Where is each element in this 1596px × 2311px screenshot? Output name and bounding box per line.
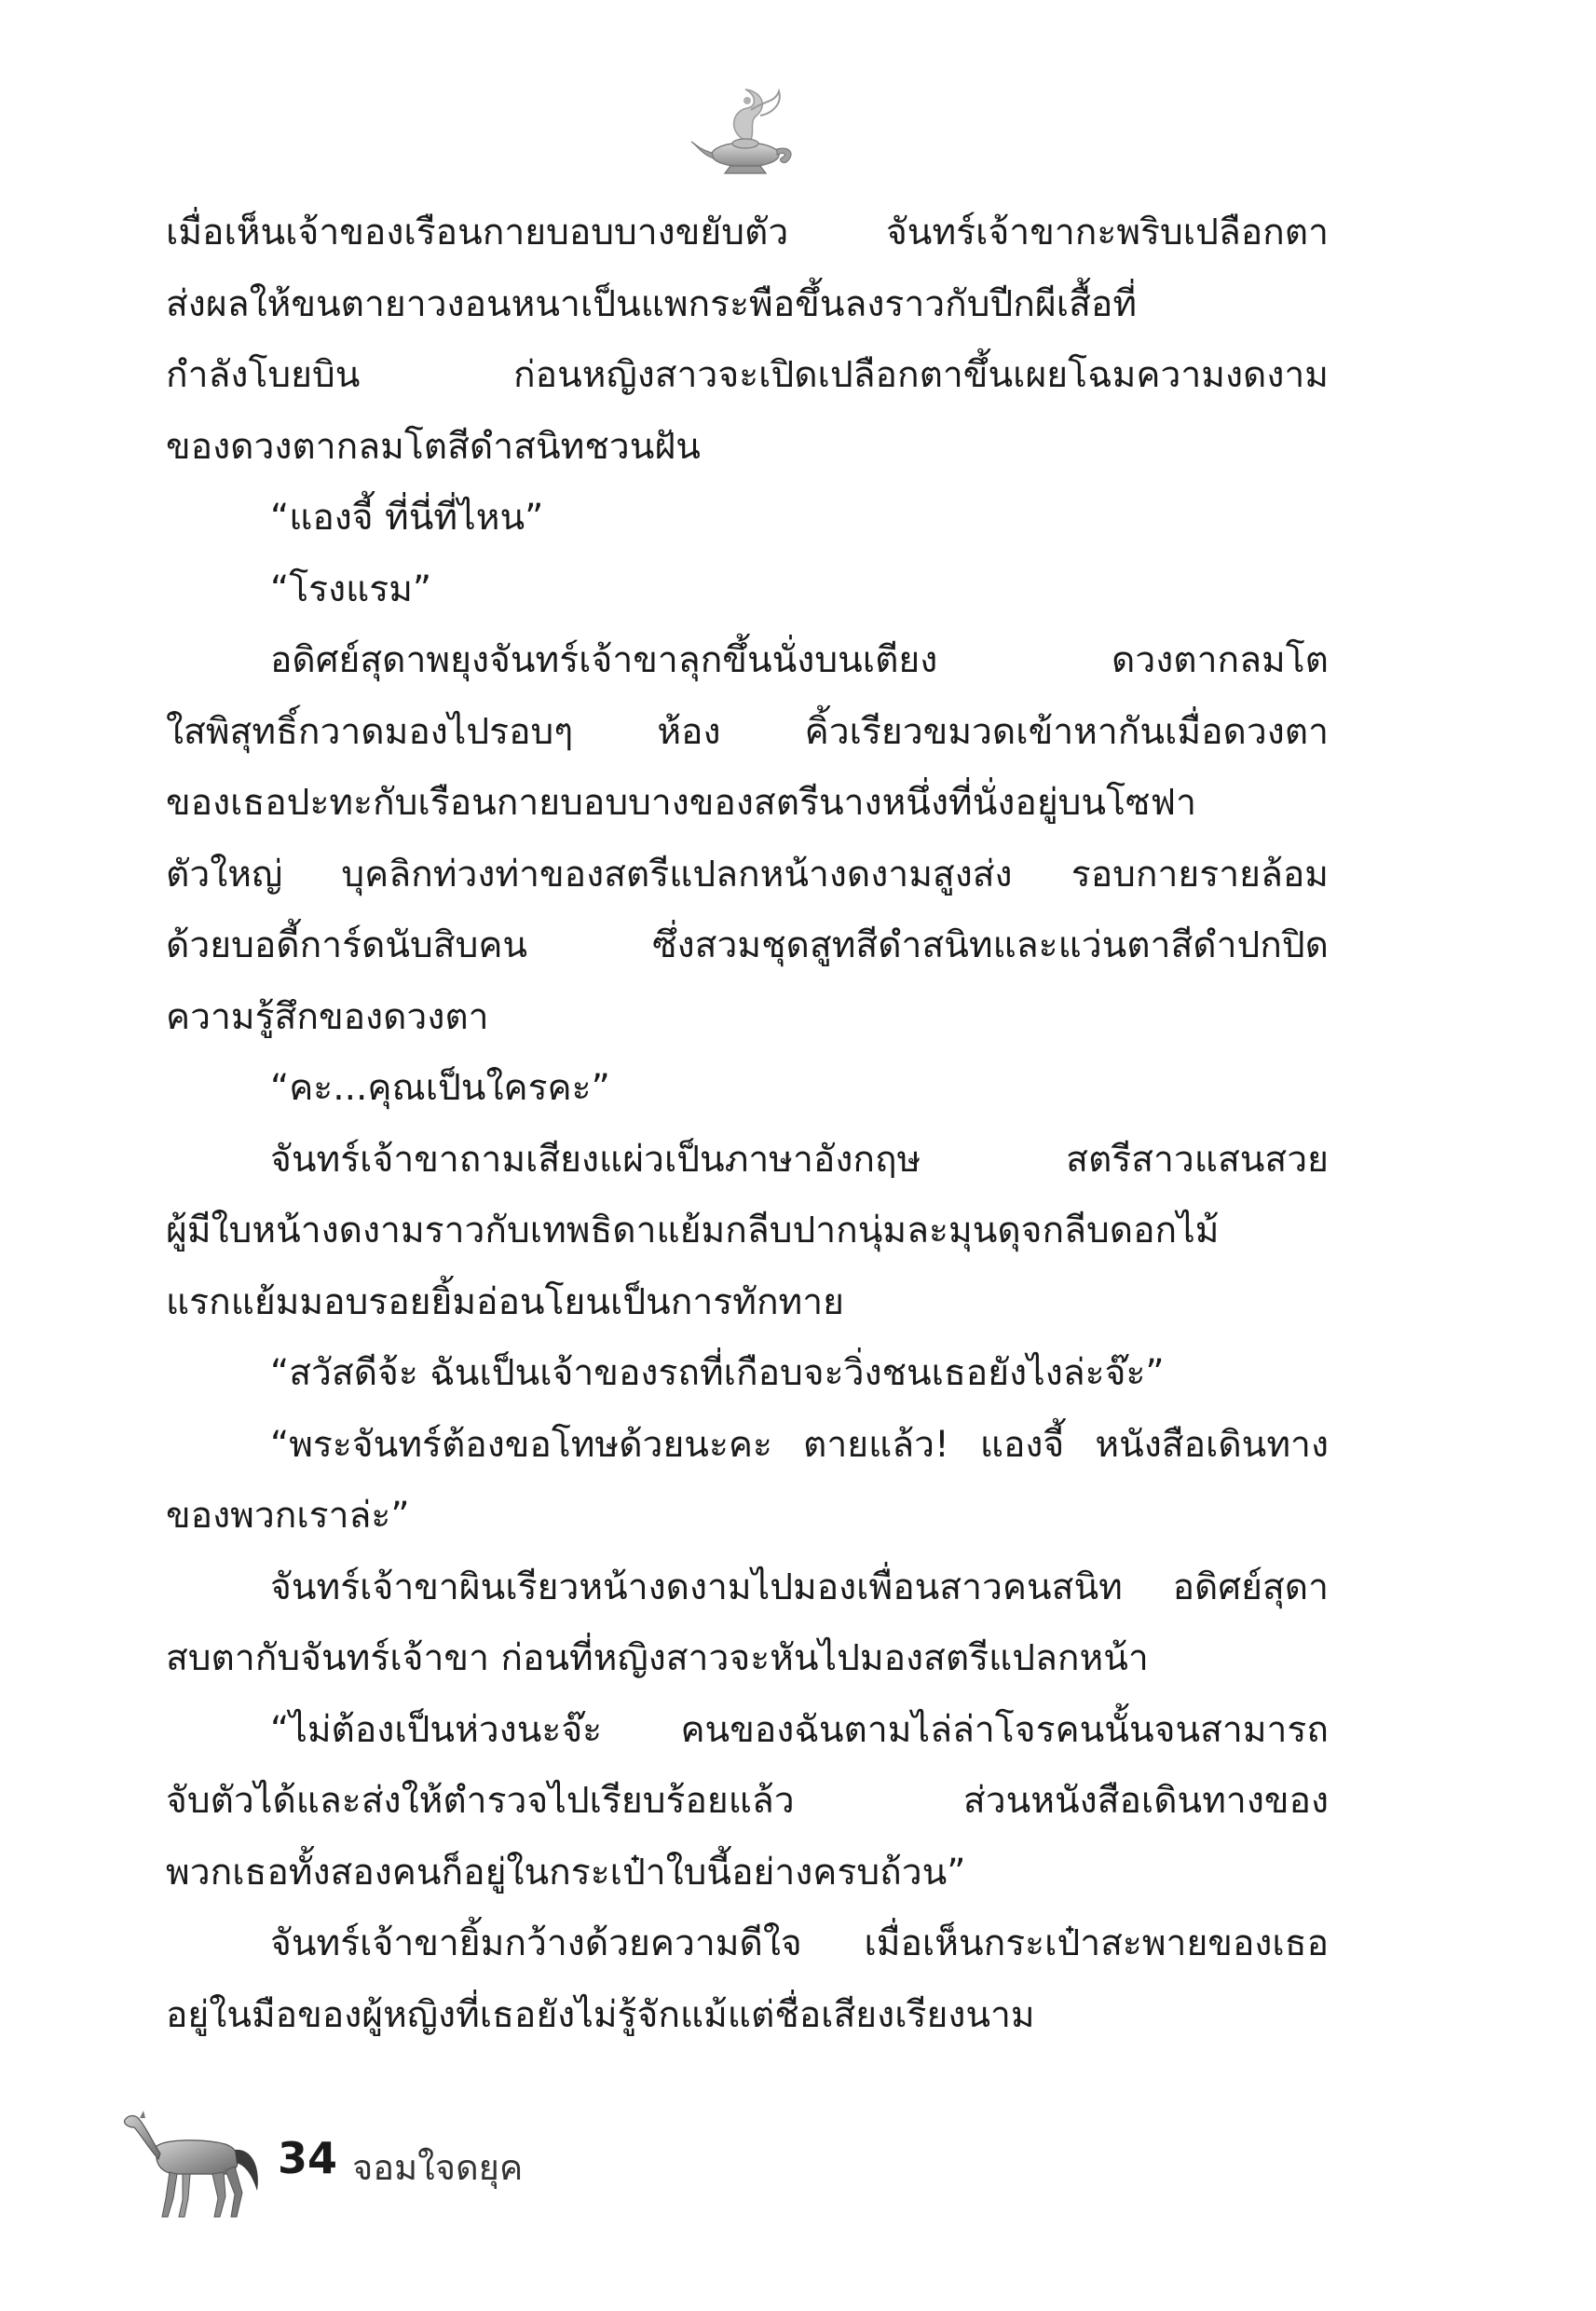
book-title: จอมใจดยุค <box>352 2147 524 2188</box>
text-line: เมื่อเห็นเจ้าของเรือนกายบอบบางขยับตัว จันทร์เจ้าขากะพริบเปลือกตา <box>166 212 1329 253</box>
text-line: “ไม่ต้องเป็นห่วงนะจ๊ะ คนของฉันตามไล่ล่าโจรคนนั้นจนสามารถ <box>270 1708 1329 1751</box>
text-line: ของเธอปะทะกับเรือนกายบอบบางของสตรีนางหนึ่งที่นั่งอยู่บนโซฟา <box>166 782 1197 824</box>
page-number: 34 <box>278 2133 338 2183</box>
text-line: จันทร์เจ้าขาผินเรียวหน้างดงามไปมองเพื่อนสาวคนสนิท อดิศย์สุดา <box>270 1566 1329 1608</box>
text-line: จันทร์เจ้าขาถามเสียงแผ่วเป็นภาษาอังกฤษ สตรีสาวแสนสวย <box>270 1138 1329 1181</box>
text-line: ตัวใหญ่ บุคลิกท่วงท่าของสตรีแปลกหน้างดงามสูงส่ง รอบกายรายล้อม <box>166 853 1329 896</box>
text-line: ส่งผลให้ขนตายาวงอนหนาเป็นแพกระพือขึ้นลงราวกับปีกผีเสื้อที่ <box>166 282 1138 325</box>
magic-lamp-genie-icon <box>689 82 801 180</box>
text-line: ผู้มีใบหน้างดงามราวกับเทพธิดาแย้มกลีบปากนุ่มละมุนดุจกลีบดอกไม้ <box>166 1210 1220 1251</box>
text-line: ความรู้สึกของดวงตา <box>166 995 489 1038</box>
text-line: สบตากับจันทร์เจ้าขา ก่อนที่หญิงสาวจะหันไปมองสตรีแปลกหน้า <box>166 1637 1149 1679</box>
text-line: กำลังโบยบิน ก่อนหญิงสาวจะเปิดเปลือกตาขึ้นเผยโฉมความงดงาม <box>166 354 1329 396</box>
text-line: จับตัวได้และส่งให้ตำรวจไปเรียบร้อยแล้ว ส่วนหนังสือเดินทางของ <box>166 1780 1329 1822</box>
text-line: “สวัสดีจ้ะ ฉันเป็นเจ้าของรถที่เกือบจะวิ่งชนเธอยังไงล่ะจ๊ะ” <box>270 1352 1165 1394</box>
text-line: “คะ...คุณเป็นใครคะ” <box>270 1067 610 1109</box>
text-line: แรกแย้มมอบรอยยิ้มอ่อนโยนเป็นการทักทาย <box>166 1280 845 1323</box>
text-line: ด้วยบอดี้การ์ดนับสิบคน ซึ่งสวมชุดสูทสีดำสนิทและแว่นตาสีดำปกปิด <box>166 924 1329 966</box>
text-line: ของดวงตากลมโตสีดำสนิทชวนฝัน <box>166 425 701 468</box>
horse-icon <box>121 2101 270 2222</box>
text-line: “พระจันทร์ต้องขอโทษด้วยนะคะ ตายแล้ว! แองจี้ หนังสือเดินทาง <box>270 1423 1329 1466</box>
text-line: “แองจี้ ที่นี่ที่ไหน” <box>270 497 544 539</box>
text-line: ของพวกเราล่ะ” <box>166 1495 410 1537</box>
body-text <box>166 198 1329 2051</box>
text-line: ใสพิสุทธิ์กวาดมองไปรอบๆ ห้อง คิ้วเรียวขมวดเข้าหากันเมื่อดวงตา <box>166 710 1329 753</box>
text-line: อดิศย์สุดาพยุงจันทร์เจ้าขาลุกขึ้นนั่งบนเตียง ดวงตากลมโต <box>270 639 1329 681</box>
page-footer <box>121 2101 773 2222</box>
text-line: “โรงแรม” <box>270 567 432 610</box>
text-line: พวกเธอทั้งสองคนก็อยู่ในกระเป๋าใบนี้อย่างครบถ้วน” <box>166 1851 966 1894</box>
text-line: อยู่ในมือของผู้หญิงที่เธอยังไม่รู้จักแม้แต่ชื่อเสียงเรียงนาม <box>166 1993 1035 2036</box>
text-line: จันทร์เจ้าขายิ้มกว้างด้วยความดีใจ เมื่อเห็นกระเป๋าสะพายของเธอ <box>270 1922 1329 1964</box>
